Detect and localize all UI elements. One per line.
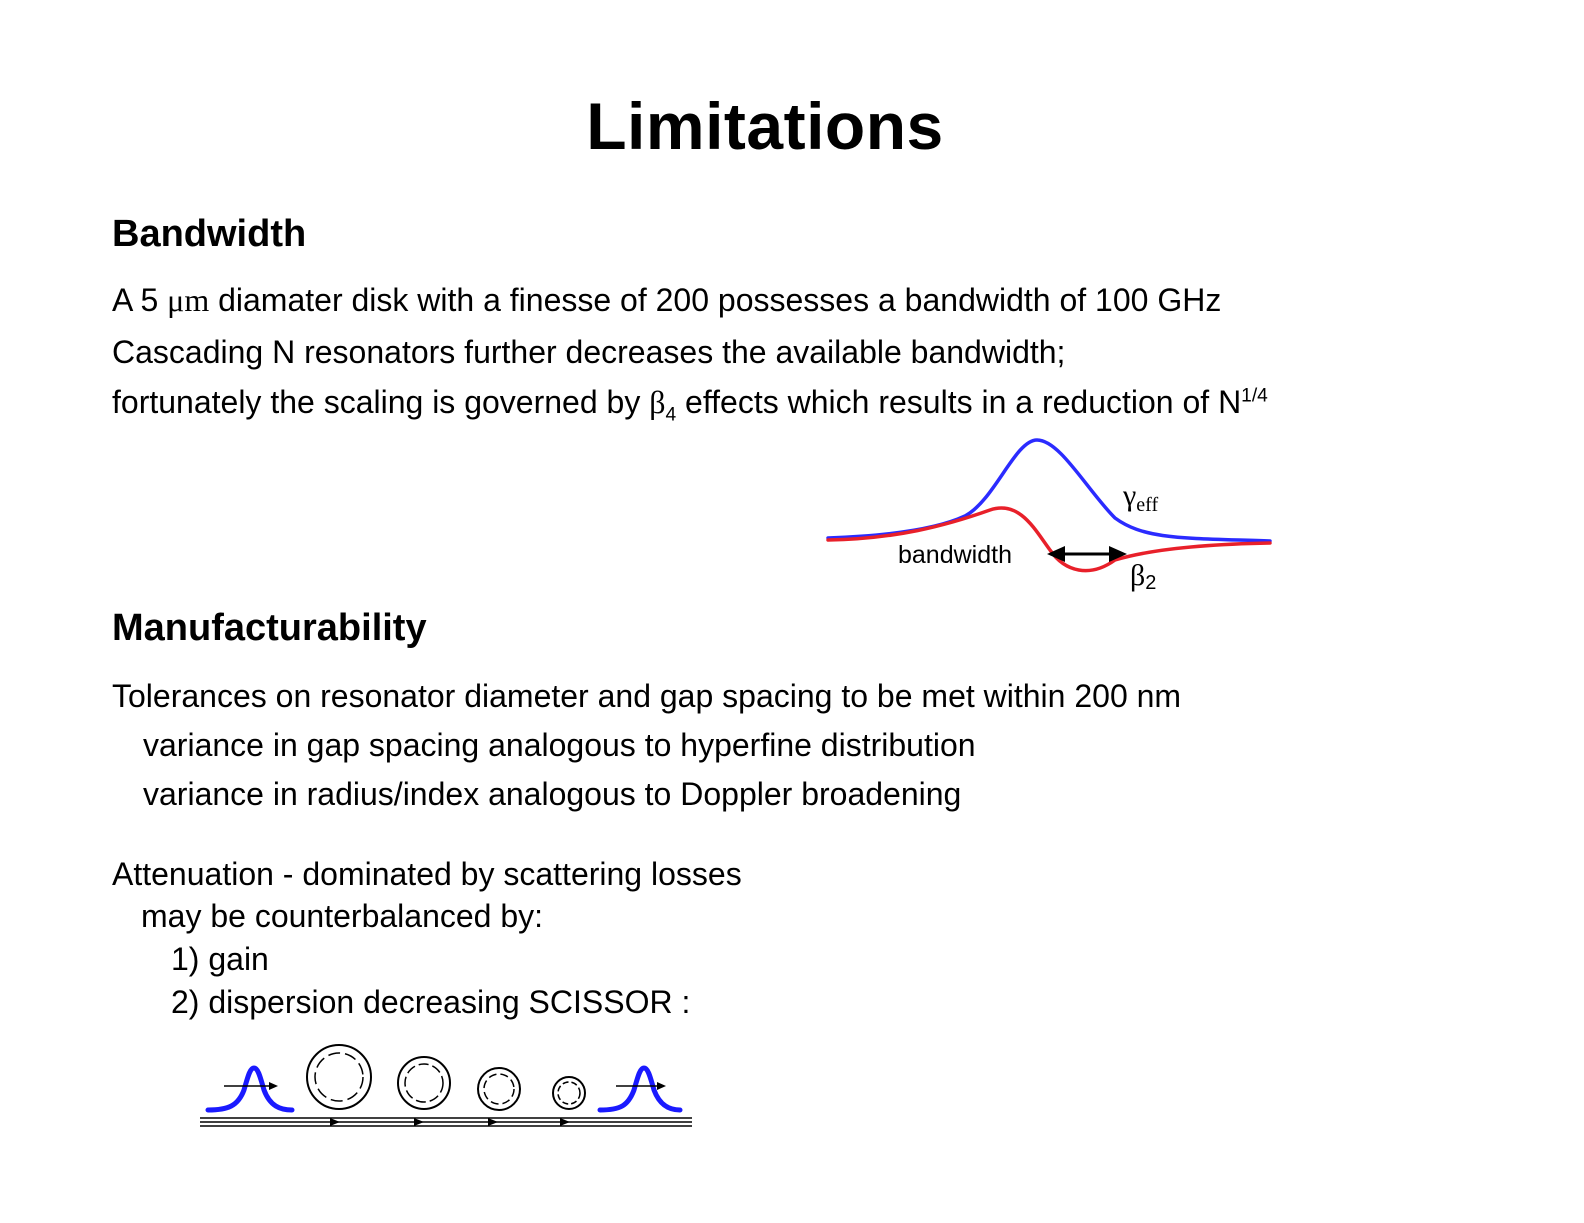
bandwidth-line-1 — [112, 282, 1221, 319]
ring-resonator-icon — [478, 1068, 520, 1110]
propagation-arrow-icon — [560, 1118, 570, 1126]
list-item-scissor: 2) dispersion decreasing SCISSOR : — [171, 984, 691, 1020]
counterbalanced-line: may be counterbalanced by: — [141, 898, 544, 934]
micron-unit: μm — [167, 282, 210, 318]
ring-resonator-icon — [307, 1045, 371, 1109]
beta2-symbol: β — [1130, 559, 1146, 592]
beta2-subscript: 2 — [1145, 572, 1157, 594]
input-pulse-icon — [208, 1068, 292, 1110]
output-pulse-icon — [600, 1068, 680, 1110]
gamma-eff-curve — [828, 440, 1270, 541]
manufacturability-heading: Manufacturability — [112, 607, 427, 649]
bandwidth-label: bandwidth — [898, 541, 1012, 569]
n-superscript: 1/4 — [1241, 385, 1268, 407]
line3-mid: effects which results in a reduction of N — [676, 384, 1242, 420]
dispersion-figure — [825, 430, 1275, 605]
gamma-eff-label — [1122, 479, 1158, 516]
beta-subscript: 4 — [665, 404, 677, 426]
beta2-label — [1130, 559, 1156, 594]
scissor-figure — [192, 1040, 697, 1136]
propagation-arrow-icon — [414, 1118, 424, 1126]
bandwidth-line-3 — [112, 384, 1268, 426]
propagation-arrow-icon — [330, 1118, 340, 1126]
line1-post: diamater disk with a finesse of 200 possesses a bandwidth of 100 GHz — [209, 282, 1222, 318]
list-item-gain: 1) gain — [171, 941, 269, 977]
attenuation-line: Attenuation - dominated by scattering losses — [112, 856, 742, 892]
manufacturability-line-1: Tolerances on resonator diameter and gap spacing to be met within 200 nm — [112, 678, 1182, 714]
ring-resonator-icon — [553, 1077, 585, 1109]
propagation-arrow-icon — [488, 1118, 498, 1126]
line3-pre: fortunately the scaling is governed by — [112, 384, 650, 420]
beta-symbol: β — [649, 384, 666, 420]
ring-resonator-icon — [398, 1057, 450, 1109]
page-title: Limitations — [586, 89, 944, 163]
bandwidth-line-2: Cascading N resonators further decreases the available bandwidth; — [112, 334, 1066, 370]
manufacturability-line-2: variance in gap spacing analogous to hyperfine distribution — [143, 727, 976, 763]
line1-pre: A 5 — [112, 282, 168, 318]
gamma-subscript: eff — [1136, 494, 1159, 516]
manufacturability-line-3: variance in radius/index analogous to Doppler broadening — [143, 776, 962, 812]
bandwidth-heading: Bandwidth — [112, 213, 307, 255]
gamma-symbol: γ — [1123, 479, 1137, 512]
